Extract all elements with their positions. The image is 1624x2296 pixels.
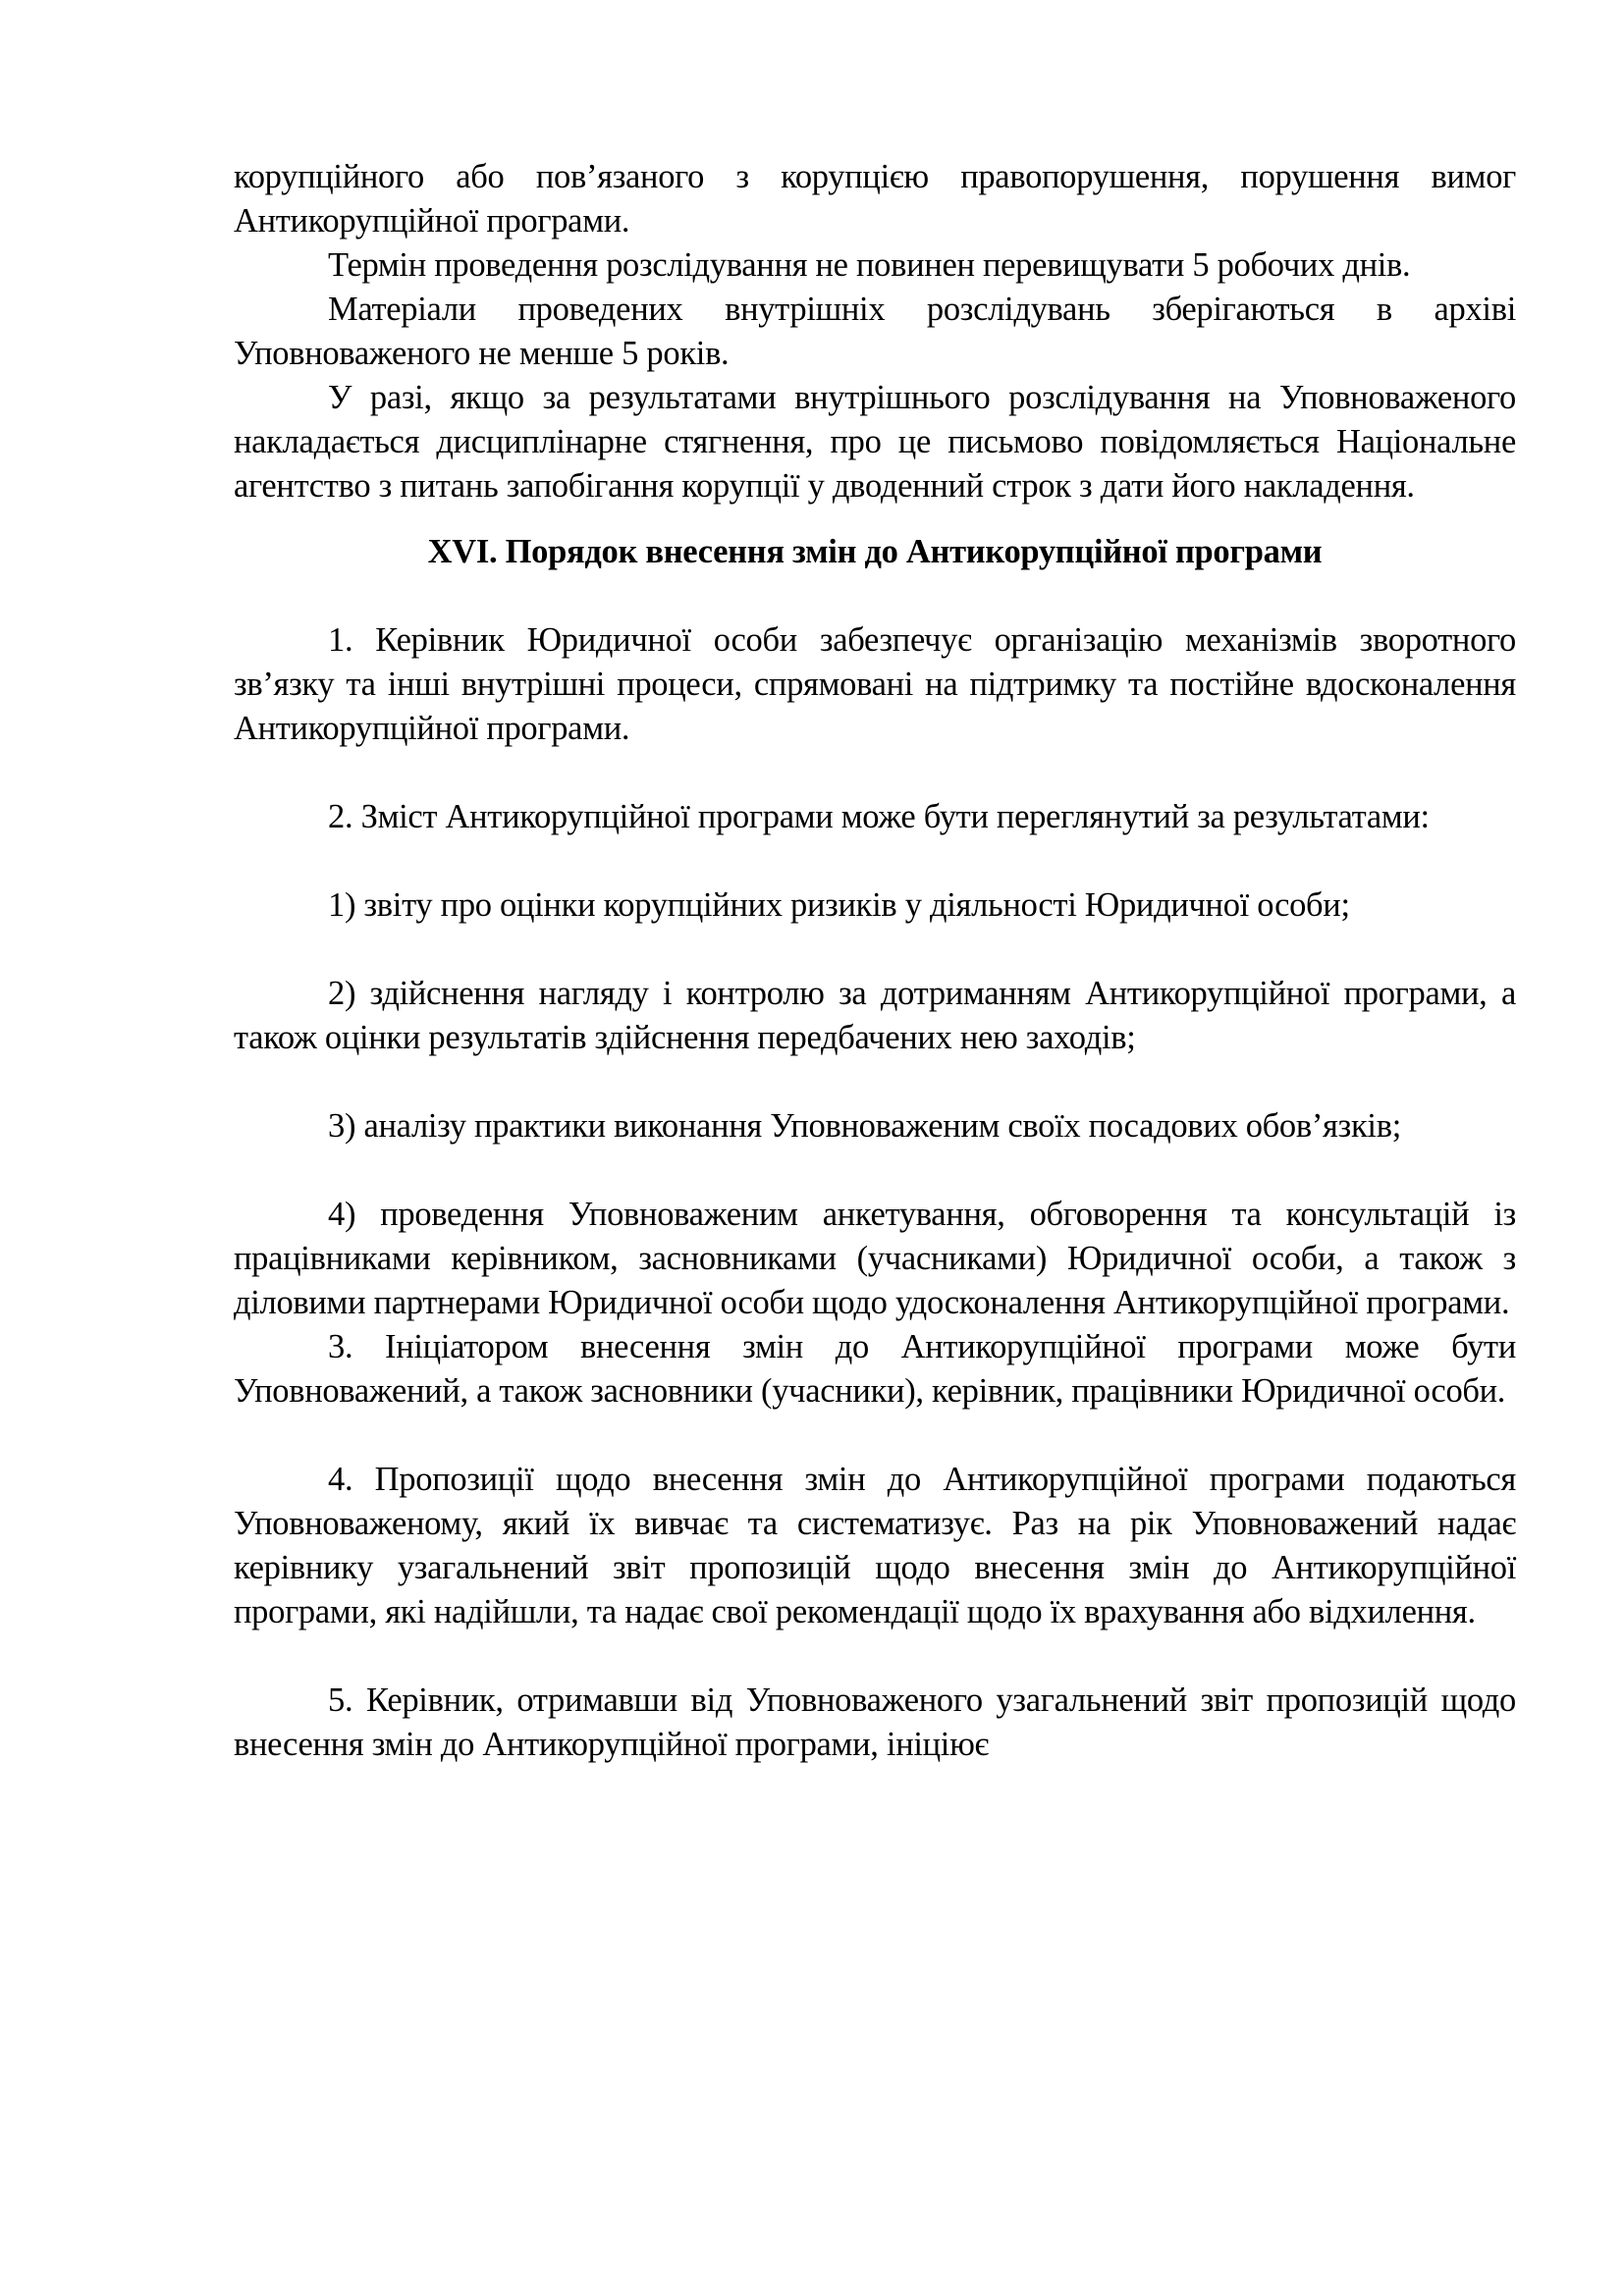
paragraph-investigation-term: Термін проведення розслідування не повинен перевищувати 5 робочих днів.: [328, 246, 1411, 284]
clause-4: 4. Пропозиції щодо внесення змін до Антикорупційної програми подаються Уповноваженому, який їх вивчає та систематизує. Раз на рік Уповноважений надає керівнику узагальнений звіт пропозицій щодо внесення змін до Антикорупційної програми, які надійшли, та надає свої рекомендації щодо їх врахування або відхилення.: [234, 1461, 1516, 1630]
paragraph-continuation: корупційного або пов’язаного з корупцією правопорушення, порушення вимог Антикорупційної програми.: [234, 158, 1516, 240]
sub-item-1: 1) звіту про оцінки корупційних ризиків у діяльності Юридичної особи;: [328, 886, 1350, 924]
paragraph-archive: Матеріали проведених внутрішніх розслідувань зберігаються в архіві Уповноваженого не менше 5 років.: [234, 291, 1516, 372]
paragraph-disciplinary: У разі, якщо за результатами внутрішнього розслідування на Уповноваженого накладається дисциплінарне стягнення, про це письмово повідомляється Національне агентство з питань запобігання корупції у дводенний строк з дати його накладення.: [234, 379, 1516, 505]
sub-item-3: 3) аналізу практики виконання Уповноваженим своїх посадових обов’язків;: [328, 1107, 1401, 1145]
clause-2: 2. Зміст Антикорупційної програми може бути переглянутий за результатами:: [328, 798, 1430, 835]
sub-item-2: 2) здійснення нагляду і контролю за дотриманням Антикорупційної програми, а також оцінки результатів здійснення передбачених нею заходів;: [234, 975, 1516, 1056]
clause-5: 5. Керівник, отримавши від Уповноваженого узагальнений звіт пропозицій щодо внесення змін до Антикорупційної програми, ініціює: [234, 1682, 1516, 1763]
clause-3: 3. Ініціатором внесення змін до Антикорупційної програми може бути Уповноважений, а також засновники (учасники), керівник, працівники Юридичної особи.: [234, 1328, 1516, 1410]
section-heading: XVI. Порядок внесення змін до Антикорупційної програми: [427, 533, 1323, 570]
document-page: [234, 155, 1516, 1767]
sub-item-4: 4) проведення Уповноваженим анкетування, обговорення та консультацій із працівниками керівником, засновниками (учасниками) Юридичної особи, а також з діловими партнерами Юридичної особи щодо удосконалення Антикорупційної програми.: [234, 1196, 1516, 1321]
clause-1: 1. Керівник Юридичної особи забезпечує організацію механізмів зворотного зв’язку та інші внутрішні процеси, спрямовані на підтримку та постійне вдосконалення Антикорупційної програми.: [234, 621, 1516, 747]
